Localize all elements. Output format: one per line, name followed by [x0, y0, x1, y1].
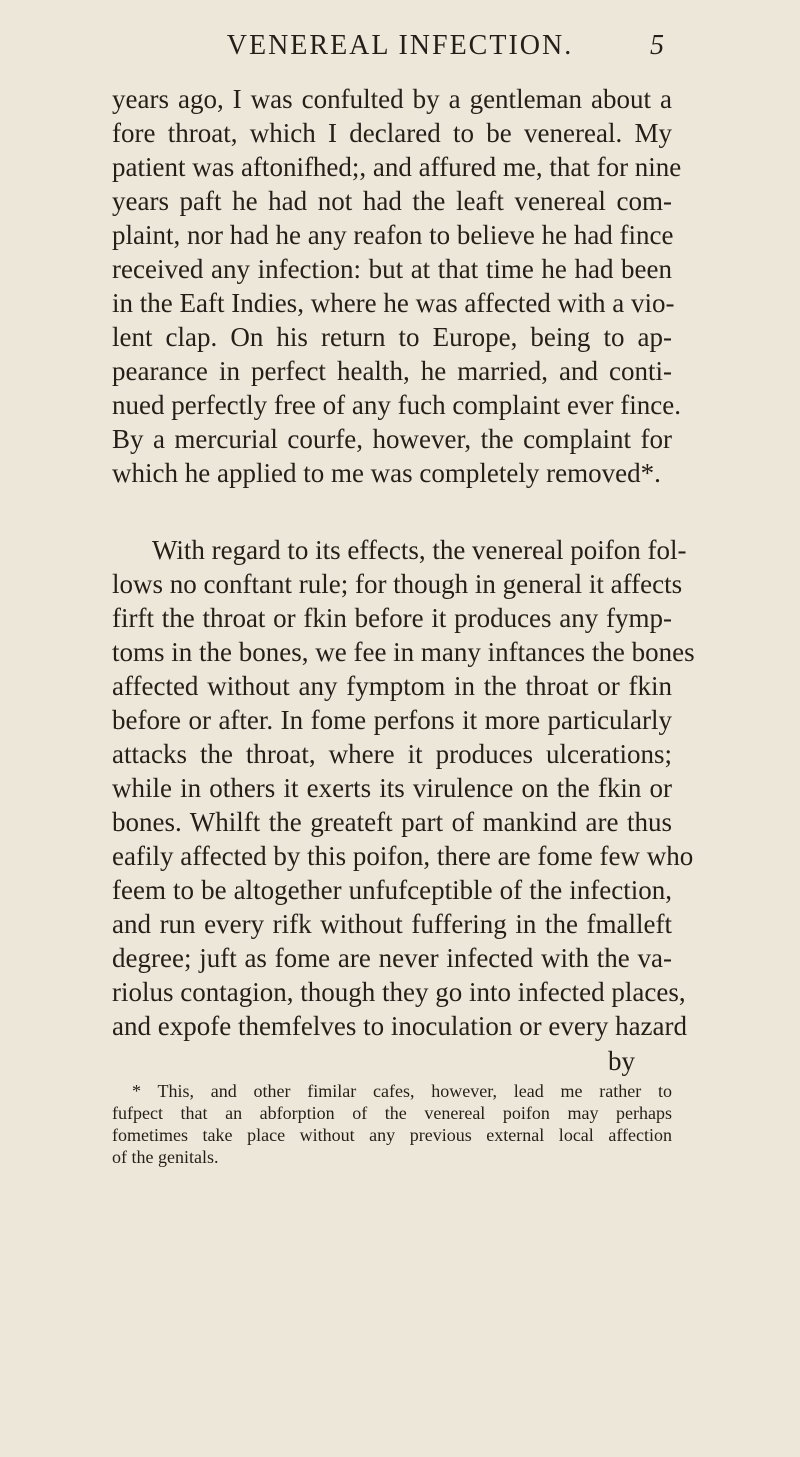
text-line: which he applied to me was completely removed*.: [112, 458, 661, 488]
text-line: before or after. In fome perfons it more particularly: [112, 705, 672, 735]
text-line: feem to be altogether unfufceptible of the infection,: [112, 875, 672, 905]
text-line: patient was aftonifhed;, and affured me, that for nine: [112, 152, 682, 182]
text-line: pearance in perfect health, he married, and conti-: [112, 356, 672, 386]
footnote-line: * This, and other fimilar cafes, however, lead me rather to: [132, 1081, 672, 1101]
footnote-line: of the genitals.: [112, 1147, 219, 1167]
text-line: years ago, I was confulted by a gentleman about a: [112, 84, 672, 114]
text-line: bones. Whilft the greateft part of mankind are thus: [112, 807, 672, 837]
text-line: plaint, nor had he any reafon to believe he had fince: [112, 220, 674, 250]
text-line: lent clap. On his return to Europe, being to ap-: [112, 322, 672, 352]
text-line: eafily affected by this poifon, there are fome few who: [112, 841, 694, 871]
text-line: and run every rifk without fuffering in the fmalleft: [112, 909, 672, 939]
footnote-line: fufpect that an abforption of the venereal poifon may perhaps: [112, 1103, 672, 1123]
text-line: while in others it exerts its virulence on the fkin or: [112, 773, 672, 803]
text-line: lows no conftant rule; for though in general it affects: [112, 569, 683, 599]
footnote-line: fometimes take place without any previous external local affection: [112, 1125, 672, 1145]
text-line: With regard to its effects, the venereal poifon fol-: [152, 535, 687, 565]
text-line: riolus contagion, though they go into infected places,: [112, 977, 686, 1007]
text-line: degree; juft as fome are never infected with the va-: [112, 943, 672, 973]
text-line: attacks the throat, where it produces ulcerations;: [112, 739, 672, 769]
page-number: 5: [650, 30, 664, 61]
text-line: By a mercurial courfe, however, the complaint for: [112, 424, 672, 454]
catchword: by: [608, 1046, 635, 1076]
text-line: fore throat, which I declared to be venereal. My: [112, 118, 672, 148]
text-line: toms in the bones, we fee in many inftances the bones: [112, 637, 695, 667]
text-line: years paft he had not had the leaft venereal com-: [112, 186, 672, 216]
text-line: affected without any fymptom in the throat or fkin: [112, 671, 672, 701]
running-head: VENEREAL INFECTION.: [226, 30, 574, 61]
text-line: in the Eaft Indies, where he was affected with a vio-: [112, 288, 675, 318]
text-line: and expofe themfelves to inoculation or every hazard: [112, 1011, 688, 1041]
text-line: received any infection: but at that time he had been: [112, 254, 672, 284]
text-line: firft the throat or fkin before it produces any fymp-: [112, 603, 672, 633]
text-line: nued perfectly free of any fuch complaint ever fince.: [112, 390, 681, 420]
